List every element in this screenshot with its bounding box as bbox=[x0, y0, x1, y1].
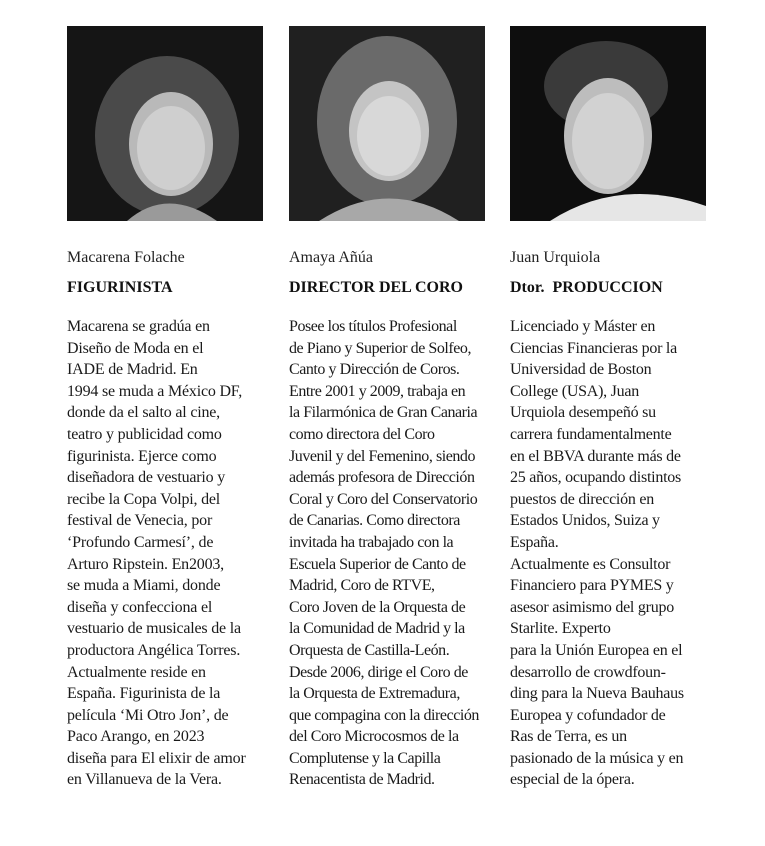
person-name: Amaya Añúa bbox=[289, 249, 373, 266]
bio-line: Desde 2006, dirige el Coro de bbox=[289, 663, 468, 681]
bio-line: Actualmente es Consultor bbox=[510, 555, 671, 573]
portrait-photo bbox=[510, 26, 706, 221]
bio-line: Complutense y la Capilla bbox=[289, 749, 441, 767]
bio-line: Juvenil y del Femenino, siendo bbox=[289, 447, 476, 465]
bio-line: diseña para El elixir de amor bbox=[67, 749, 246, 767]
person-name: Macarena Folache bbox=[67, 249, 185, 266]
bio-line: Posee los títulos Profesional bbox=[289, 318, 457, 335]
bio-line: Canto y Dirección de Coros. bbox=[289, 361, 460, 379]
bio-line: desarrollo de crowdfoun- bbox=[510, 663, 666, 681]
bio-line: ‘Profundo Carmesí’, de bbox=[67, 533, 214, 551]
bio-line: además profesora de Dirección bbox=[289, 469, 475, 487]
bio-line: Actualmente reside en bbox=[67, 663, 206, 681]
bio-line: Universidad de Boston bbox=[510, 361, 652, 379]
bio-line: Entre 2001 y 2009, trabaja en bbox=[289, 382, 466, 400]
bio-line: College (USA), Juan bbox=[510, 382, 640, 400]
bio-line: festival de Venecia, por bbox=[67, 512, 213, 530]
bio-line: asesor asimismo del grupo bbox=[510, 598, 674, 616]
bio-line: 1994 se muda a México DF, bbox=[67, 382, 243, 400]
person-role: FIGURINISTA bbox=[67, 279, 173, 296]
bio-line: Ras de Terra, es un bbox=[510, 728, 627, 746]
bio-line: productora Angélica Torres. bbox=[67, 641, 241, 659]
bio-line: Urquiola desempeñó su bbox=[510, 404, 656, 422]
bio-line: diseñadora de vestuario y bbox=[67, 469, 226, 487]
bio-line: Paco Arango, en 2023 bbox=[67, 728, 205, 746]
bio-line: película ‘Mi Otro Jon’, de bbox=[67, 706, 229, 724]
bio-line: la Filarmónica de Gran Canaria bbox=[289, 404, 478, 422]
bio-line: España. Figurinista de la bbox=[67, 685, 221, 703]
person-card-amaya bbox=[289, 26, 521, 791]
bio-line: diseña y confecciona el bbox=[67, 598, 213, 616]
bio-line: Diseño de Moda en el bbox=[67, 339, 204, 357]
bio-line: pasionado de la música y en bbox=[510, 749, 684, 767]
bio-line: en Villanueva de la Vera. bbox=[67, 771, 222, 789]
bio-line: Europea y cofundador de bbox=[510, 706, 666, 724]
bio-line: la Comunidad de Madrid y la bbox=[289, 620, 465, 638]
bio-line: que compagina con la dirección bbox=[289, 706, 479, 724]
portrait-photo-icon bbox=[510, 26, 706, 221]
bio-line: España. bbox=[510, 533, 559, 551]
person-card-juan bbox=[510, 26, 742, 791]
bio-line: donde da el salto al cine, bbox=[67, 404, 220, 422]
bio-line: Coro Joven de la Orquesta de bbox=[289, 598, 466, 616]
bio-line: especial de la ópera. bbox=[510, 771, 635, 789]
bio-line: puestos de dirección en bbox=[510, 490, 654, 508]
bio-line: Licenciado y Máster en bbox=[510, 318, 656, 335]
bio-line: invitada ha trabajado con la bbox=[289, 533, 454, 551]
bio-line: Ciencias Financieras por la bbox=[510, 339, 677, 357]
bio-line: teatro y publicidad como bbox=[67, 425, 222, 443]
portrait-photo-icon bbox=[289, 26, 485, 221]
portrait-photo bbox=[67, 26, 263, 221]
bio-line: en el BBVA durante más de bbox=[510, 447, 681, 465]
bio-line: figurinista. Ejerce como bbox=[67, 447, 217, 465]
bio-line: de Canarias. Como directora bbox=[289, 512, 460, 530]
bio-line: IADE de Madrid. En bbox=[67, 361, 198, 379]
bio-line: recibe la Copa Volpi, del bbox=[67, 490, 221, 508]
bio-line: se muda a Miami, donde bbox=[67, 577, 221, 595]
person-name: Juan Urquiola bbox=[510, 249, 601, 266]
bio-line: vestuario de musicales de la bbox=[67, 620, 241, 638]
bio-line: Arturo Ripstein. En2003, bbox=[67, 555, 224, 573]
person-bio bbox=[510, 316, 742, 791]
person-card-macarena bbox=[67, 26, 299, 791]
bio-line: ding para la Nueva Bauhaus bbox=[510, 685, 684, 703]
bio-line: Madrid, Coro de RTVE, bbox=[289, 577, 435, 595]
bio-line: como directora del Coro bbox=[289, 425, 435, 443]
bio-line: carrera fundamentalmente bbox=[510, 425, 672, 443]
person-role: DIRECTOR DEL CORO bbox=[289, 279, 463, 296]
bio-line: de Piano y Superior de Solfeo, bbox=[289, 339, 472, 357]
bio-line: Starlite. Experto bbox=[510, 620, 611, 638]
bio-line: Orquesta de Castilla-León. bbox=[289, 641, 450, 659]
portrait-photo-icon bbox=[67, 26, 263, 221]
bio-line: Financiero para PYMES y bbox=[510, 577, 674, 595]
bio-line: Coral y Coro del Conservatorio bbox=[289, 490, 478, 508]
person-bio bbox=[67, 316, 299, 791]
bio-line: del Coro Microcosmos de la bbox=[289, 728, 459, 746]
bio-line: Macarena se gradúa en bbox=[67, 318, 210, 335]
portrait-photo bbox=[289, 26, 485, 221]
person-role: Dtor. PRODUCCION bbox=[510, 279, 663, 296]
bio-line: 25 años, ocupando distintos bbox=[510, 469, 682, 487]
bio-line: Estados Unidos, Suiza y bbox=[510, 512, 660, 530]
bio-line: para la Unión Europea en el bbox=[510, 641, 683, 659]
person-bio bbox=[289, 316, 521, 791]
bio-line: Renacentista de Madrid. bbox=[289, 771, 435, 789]
bio-line: la Orquesta de Extremadura, bbox=[289, 685, 460, 703]
bio-line: Escuela Superior de Canto de bbox=[289, 555, 466, 573]
